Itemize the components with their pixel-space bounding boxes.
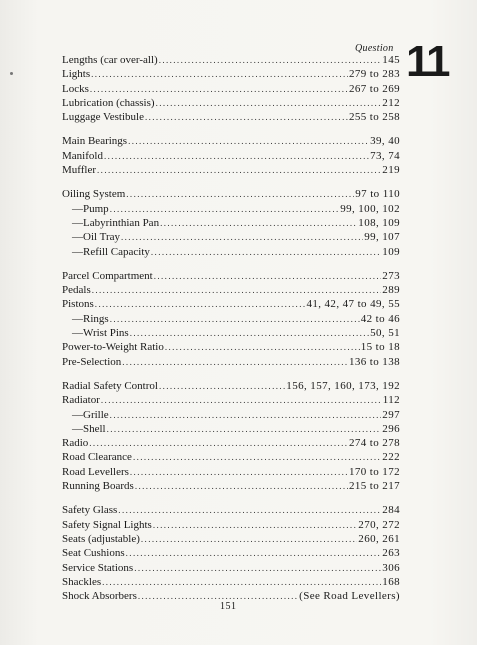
- entry-question-ref: 97 to 110: [355, 188, 400, 201]
- index-subentry: [62, 216, 400, 230]
- entry-term: —Refill Capacity: [72, 245, 150, 258]
- index-entry: [62, 187, 400, 201]
- index-subentry: [62, 408, 400, 422]
- entry-term: Seats (adjustable): [62, 532, 140, 545]
- entry-question-ref: 255 to 258: [348, 111, 400, 124]
- dot-leader: [110, 312, 360, 326]
- entry-question-ref: 170 to 172: [348, 465, 400, 478]
- entry-question-ref: 289: [382, 284, 400, 297]
- dot-leader: [145, 110, 348, 124]
- entry-term: Lubrication (chassis): [62, 96, 155, 109]
- dot-leader: [133, 450, 381, 464]
- dot-leader: [165, 340, 360, 354]
- entry-question-ref: 219: [382, 164, 400, 177]
- dot-leader: [151, 245, 381, 259]
- entry-question-ref: 42 to 46: [360, 312, 400, 325]
- entry-term: Lights: [62, 68, 91, 81]
- entry-term: Seat Cushions: [62, 547, 125, 560]
- entry-question-ref: 263: [382, 547, 400, 560]
- entry-term: Locks: [62, 82, 89, 95]
- entry-question-ref: 296: [382, 422, 400, 435]
- entry-term: Lengths (car over-all): [62, 54, 158, 66]
- entry-term: Oiling System: [62, 188, 126, 201]
- index-group: [62, 53, 400, 124]
- entry-term: Radial Safety Control: [62, 379, 158, 392]
- entry-question-ref: 108, 109: [358, 216, 400, 229]
- entry-question-ref: 15 to 18: [360, 341, 400, 354]
- dot-leader: [121, 230, 363, 244]
- index-subentry: [62, 202, 400, 216]
- index-entry: [62, 67, 400, 81]
- entry-question-ref: 212: [382, 96, 400, 109]
- index-subentry: [62, 422, 400, 436]
- entry-question-ref: 145: [382, 54, 400, 66]
- dot-leader: [138, 589, 298, 603]
- dot-leader: [89, 436, 348, 450]
- entry-term: —Grille: [72, 408, 109, 421]
- index-subentry: [62, 245, 400, 259]
- entry-question-ref: 41, 42, 47 to 49, 55: [306, 298, 400, 311]
- dot-leader: [91, 67, 348, 81]
- index-entry: [62, 355, 400, 369]
- dot-leader: [126, 187, 354, 201]
- index-entry: [62, 134, 400, 148]
- entry-term: Shackles: [62, 575, 102, 588]
- page-number: 151: [220, 601, 237, 612]
- dot-leader: [141, 532, 357, 546]
- entry-term: —Wrist Pins: [72, 327, 129, 340]
- entry-term: —Labyrinthian Pan: [72, 216, 160, 229]
- entry-question-ref: 112: [382, 394, 400, 407]
- entry-question-ref: 50, 51: [370, 327, 400, 340]
- page-edge-mark: [10, 72, 13, 75]
- dot-leader: [159, 53, 382, 67]
- entry-question-ref: 273: [382, 269, 400, 282]
- index-entry: [62, 340, 400, 354]
- entry-term: Manifold: [62, 149, 103, 162]
- dot-leader: [122, 355, 348, 369]
- index-entry: [62, 436, 400, 450]
- entry-question-ref: 99, 100, 102: [340, 202, 400, 215]
- entry-question-ref: 279 to 283: [348, 68, 400, 81]
- dot-leader: [97, 163, 381, 177]
- index-entry: [62, 479, 400, 493]
- dot-leader: [156, 96, 382, 110]
- entry-question-ref: 99, 107: [364, 231, 400, 244]
- index-entry: [62, 163, 400, 177]
- dot-leader: [92, 283, 382, 297]
- entry-question-ref: 215 to 217: [348, 480, 400, 493]
- entry-question-ref: (See Road Levellers): [299, 590, 400, 603]
- index-entry: [62, 546, 400, 560]
- index-group: [62, 187, 400, 258]
- dot-leader: [128, 134, 369, 148]
- dot-leader: [118, 503, 381, 517]
- index-entry: [62, 297, 400, 311]
- dot-leader: [104, 149, 369, 163]
- index-entry: [62, 532, 400, 546]
- entry-term: —Rings: [72, 312, 109, 325]
- entry-term: Road Levellers: [62, 465, 129, 478]
- entry-term: Pistons: [62, 298, 94, 311]
- dot-leader: [110, 202, 340, 216]
- dot-leader: [135, 479, 348, 493]
- index-entry: [62, 393, 400, 407]
- index-subentry: [62, 312, 400, 326]
- entry-question-ref: 39, 40: [370, 135, 400, 148]
- entry-question-ref: 136 to 138: [348, 355, 400, 368]
- dot-leader: [95, 297, 306, 311]
- entry-term: Muffler: [62, 164, 97, 177]
- dot-leader: [130, 465, 348, 479]
- entry-term: —Shell: [72, 422, 106, 435]
- index-group: [62, 503, 400, 603]
- dot-leader: [110, 408, 382, 422]
- index-entry: [62, 53, 400, 67]
- index-subentry: [62, 230, 400, 244]
- entry-question-ref: 274 to 278: [348, 437, 400, 450]
- index-entry: [62, 110, 400, 124]
- index-list: [62, 53, 400, 613]
- entry-question-ref: 168: [382, 575, 400, 588]
- index-group: [62, 379, 400, 493]
- dot-leader: [159, 379, 285, 393]
- index-entry: [62, 82, 400, 96]
- dot-leader: [102, 575, 381, 589]
- entry-term: Running Boards: [62, 480, 134, 493]
- entry-term: Service Stations: [62, 561, 134, 574]
- index-entry: [62, 379, 400, 393]
- question-column-label: Question: [355, 43, 394, 54]
- index-entry: [62, 96, 400, 110]
- entry-term: Parcel Compartment: [62, 269, 153, 282]
- entry-term: —Oil Tray: [72, 231, 120, 244]
- index-entry: [62, 149, 400, 163]
- entry-term: Main Bearings: [62, 135, 128, 148]
- entry-term: Radio: [62, 437, 89, 450]
- index-entry: [62, 561, 400, 575]
- index-entry: [62, 518, 400, 532]
- entry-term: Radiator: [62, 394, 100, 407]
- dot-leader: [153, 518, 357, 532]
- entry-question-ref: 284: [382, 504, 400, 517]
- index-entry: [62, 465, 400, 479]
- entry-question-ref: 222: [382, 451, 400, 464]
- dot-leader: [126, 546, 382, 560]
- entry-question-ref: 109: [382, 245, 400, 258]
- entry-question-ref: 260, 261: [358, 532, 400, 545]
- entry-term: Safety Glass: [62, 504, 118, 517]
- entry-term: Pedals: [62, 284, 91, 297]
- entry-question-ref: 270, 272: [358, 518, 400, 531]
- dot-leader: [160, 216, 357, 230]
- entry-term: Shock Absorbers: [62, 590, 137, 603]
- index-subentry: [62, 326, 400, 340]
- entry-question-ref: 73, 74: [370, 149, 400, 162]
- entry-term: Pre-Selection: [62, 355, 122, 368]
- section-number: 11: [406, 37, 449, 86]
- entry-term: —Pump: [72, 202, 109, 215]
- entry-question-ref: 297: [382, 408, 400, 421]
- index-entry: [62, 283, 400, 297]
- entry-term: Safety Signal Lights: [62, 518, 152, 531]
- dot-leader: [130, 326, 369, 340]
- index-entry: [62, 450, 400, 464]
- entry-term: Road Clearance: [62, 451, 132, 464]
- entry-term: Power-to-Weight Ratio: [62, 341, 164, 354]
- index-group: [62, 134, 400, 177]
- entry-question-ref: 306: [382, 561, 400, 574]
- entry-term: Luggage Vestibule: [62, 111, 144, 124]
- dot-leader: [101, 393, 382, 407]
- dot-leader: [134, 561, 381, 575]
- index-group: [62, 269, 400, 369]
- index-entry: [62, 503, 400, 517]
- index-entry: [62, 269, 400, 283]
- dot-leader: [154, 269, 382, 283]
- dot-leader: [90, 82, 348, 96]
- dot-leader: [107, 422, 382, 436]
- entry-question-ref: 156, 157, 160, 173, 192: [286, 379, 400, 392]
- entry-question-ref: 267 to 269: [348, 82, 400, 95]
- index-entry: [62, 575, 400, 589]
